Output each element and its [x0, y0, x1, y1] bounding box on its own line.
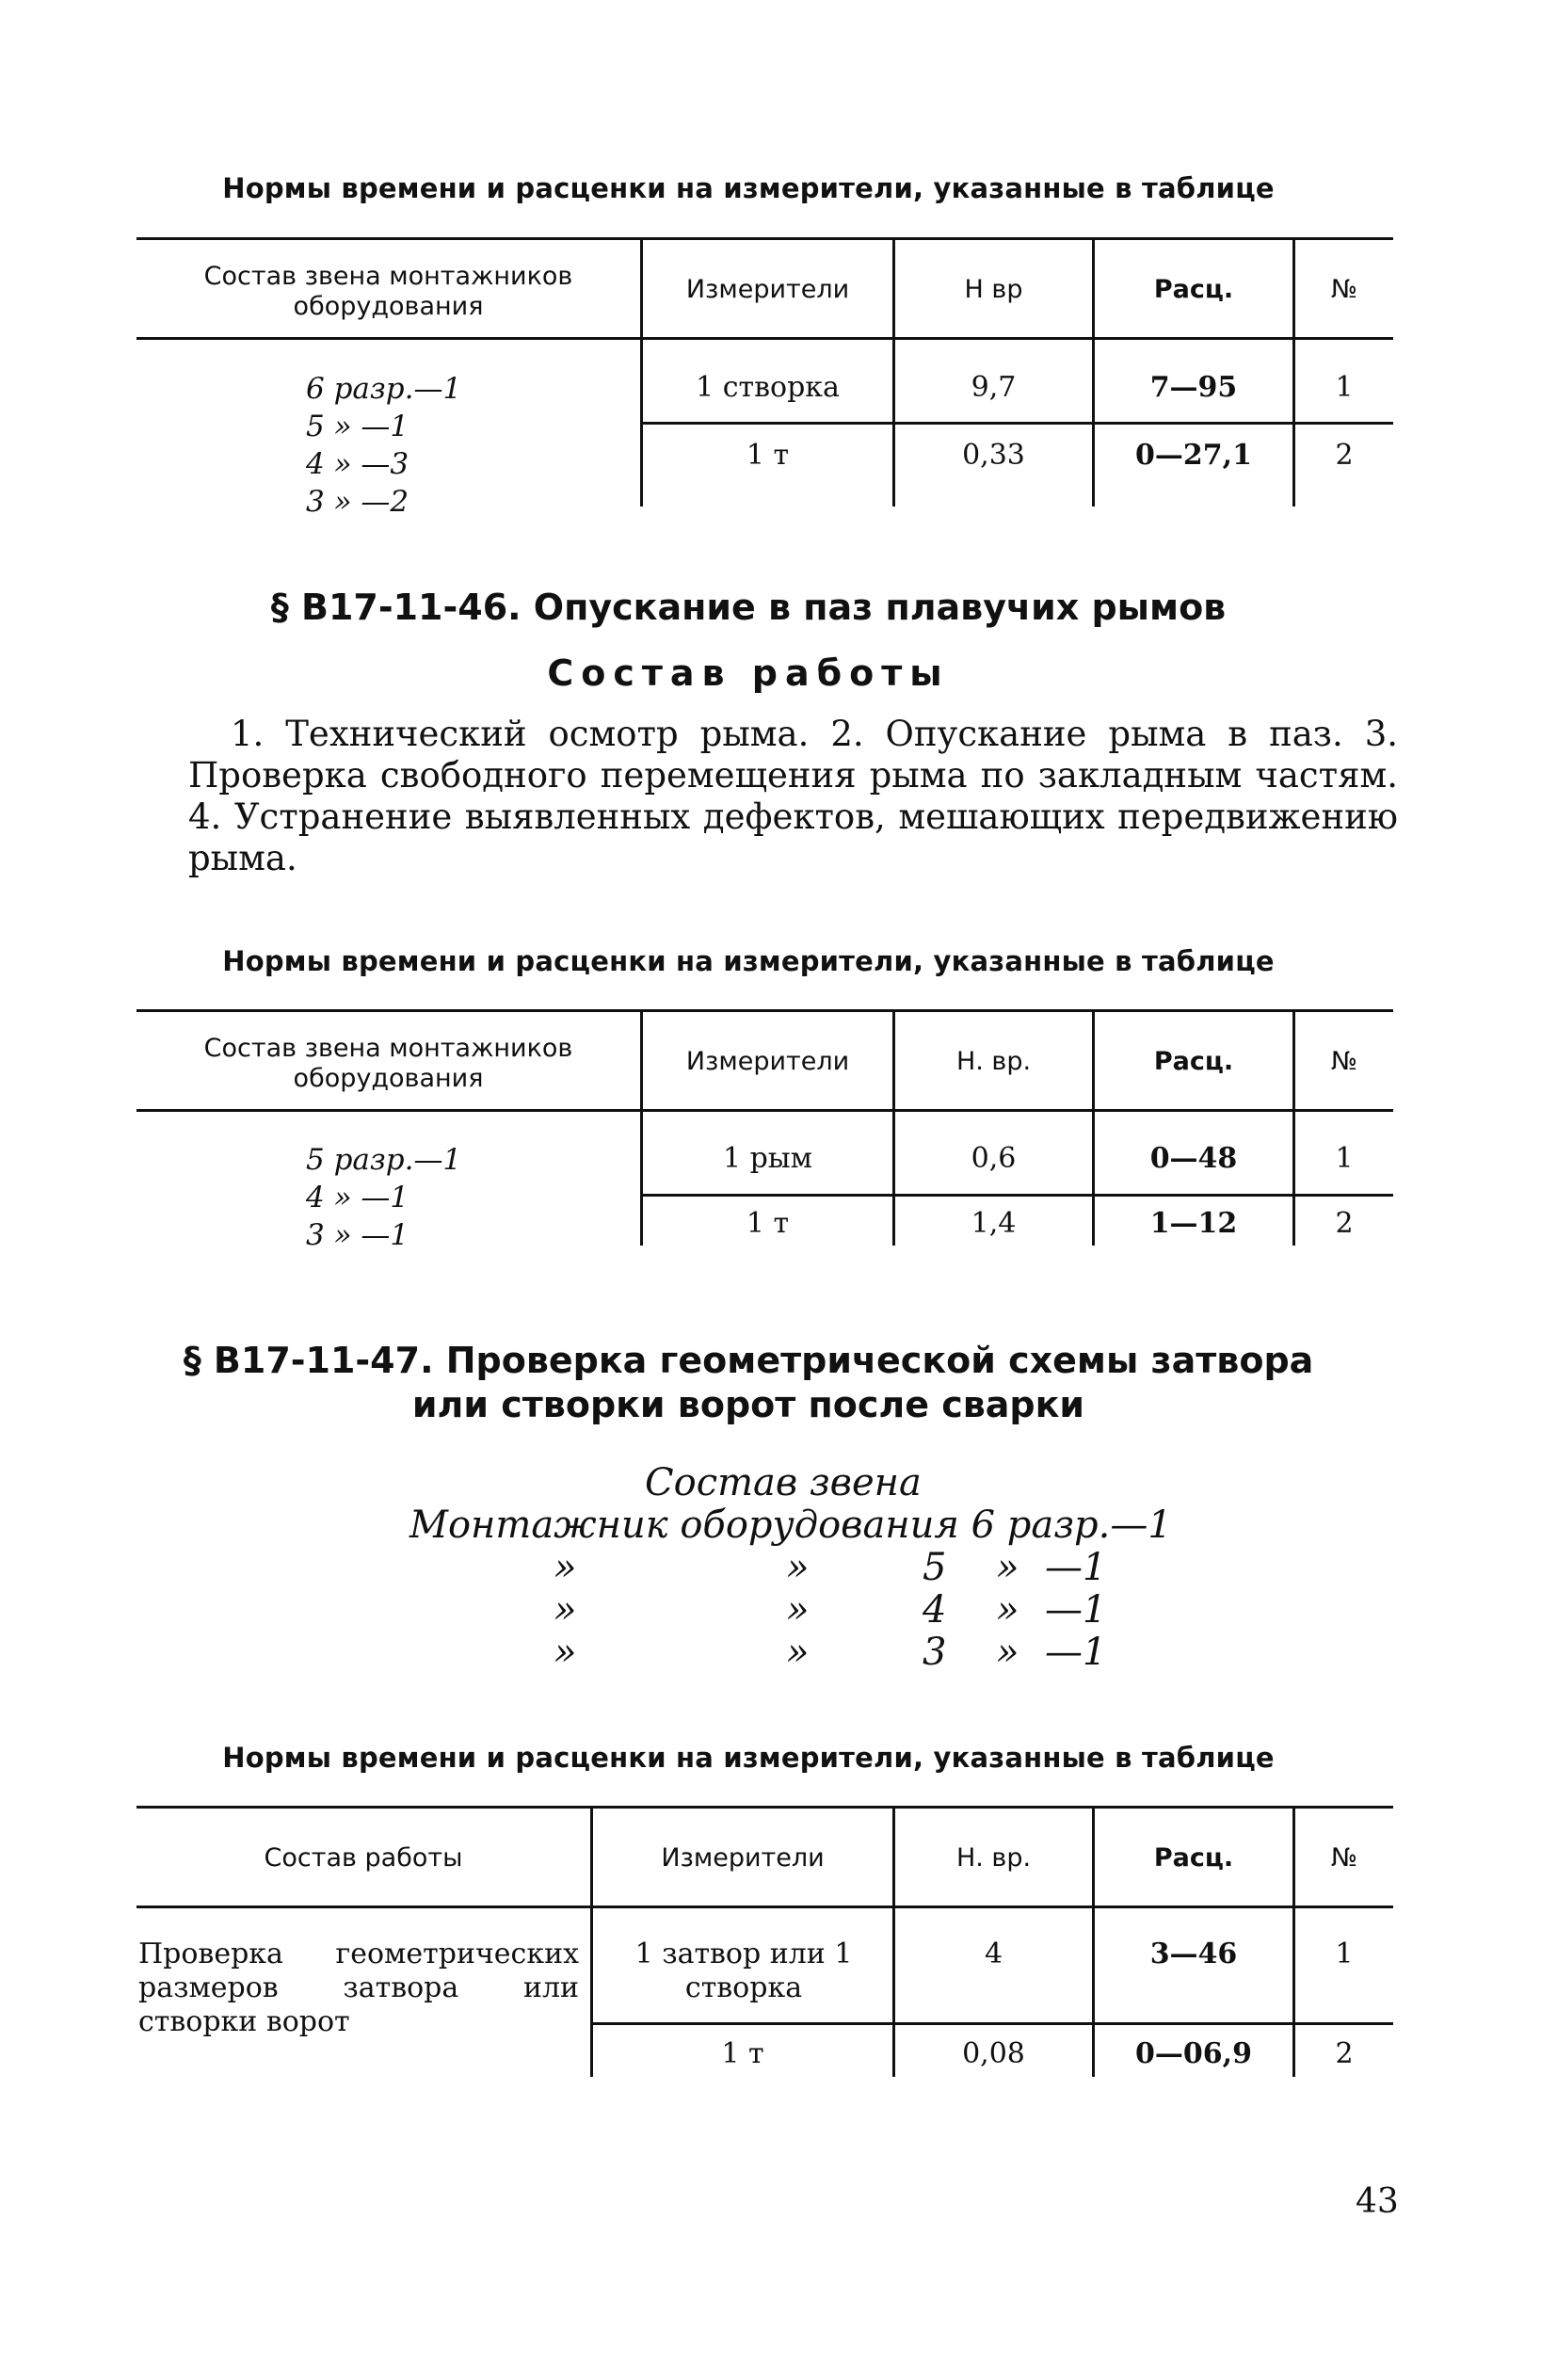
table2-caption: Нормы времени и расценки на измерители, указанные в таблице — [222, 945, 1275, 977]
header-crew: Состав звена монтажников оборудования — [203, 262, 573, 321]
section46-subtitle: Состав работы — [547, 652, 950, 694]
header-measure: Измерители — [685, 1047, 850, 1076]
crew-line: 5 разр.—1 — [306, 1143, 462, 1177]
crew-line: 6 разр.—1 — [306, 372, 462, 406]
ditto-mark: » — [554, 1588, 577, 1632]
crew-line: 3 » —1 — [306, 1218, 409, 1252]
price-cell: 3—46 — [1149, 1938, 1238, 1970]
crew-line: 5 » —1 — [306, 410, 409, 443]
ditto-mark: » — [786, 1588, 810, 1632]
measure-cell: 1 створка — [696, 371, 840, 404]
header-num: № — [1330, 1047, 1358, 1076]
header-num: № — [1330, 1843, 1358, 1873]
price-cell: 1—12 — [1149, 1207, 1238, 1240]
measure-cell: 1 т — [746, 1207, 790, 1240]
section47-title-line1: § В17-11-47. Проверка геометрической схемы затвора — [183, 1340, 1314, 1381]
norm-cell: 1,4 — [971, 1207, 1017, 1240]
header-num: № — [1330, 275, 1358, 304]
section46-text: 1. Технический осмотр рыма. 2. Опускание рыма в паз. 3. Проверка свободного перемещения рыма по закладным частям. 4. Устранение выявленных дефектов, мешающих передвижению рыма. — [188, 714, 1398, 878]
crew-grade: 3 — [923, 1631, 947, 1674]
num-cell: 1 — [1335, 1938, 1354, 1970]
crew-first: Монтажник оборудования 6 разр.—1 — [409, 1504, 1172, 1547]
norm-cell: 9,7 — [971, 371, 1017, 404]
num-cell: 1 — [1335, 1142, 1354, 1175]
ditto-mark: » — [554, 1631, 577, 1674]
num-cell: 2 — [1335, 2037, 1354, 2070]
crew-count: —1 — [1045, 1546, 1107, 1589]
norm-cell: 0,33 — [962, 439, 1025, 472]
section47-title-line2: или створки ворот после сварки — [411, 1384, 1085, 1425]
crew-line: 3 » —2 — [306, 485, 409, 519]
page-number: 43 — [1356, 2182, 1399, 2221]
header-norm: Н вр — [964, 275, 1023, 304]
ditto-mark: » — [786, 1546, 810, 1589]
num-cell: 2 — [1335, 439, 1354, 472]
ditto-mark: » — [996, 1546, 1019, 1589]
work-description: Проверка геометрических размеров затвора или створки ворот — [138, 1938, 579, 2038]
header-norm: Н. вр. — [955, 1843, 1032, 1873]
table1-caption: Нормы времени и расценки на измерители, указанные в таблице — [222, 172, 1275, 204]
measure-cell: 1 т — [746, 439, 790, 472]
price-cell: 0—06,9 — [1135, 2037, 1252, 2070]
ditto-mark: » — [996, 1588, 1019, 1632]
crew-grade: 4 — [923, 1588, 947, 1632]
crew-list — [306, 1141, 461, 1254]
header-crew: Состав звена монтажников оборудования — [203, 1034, 573, 1093]
crew-title: Состав звена — [645, 1461, 922, 1504]
price-cell: 0—27,1 — [1135, 439, 1252, 472]
norm-cell: 0,6 — [971, 1142, 1017, 1175]
price-cell: 0—48 — [1149, 1142, 1238, 1175]
crew-list — [306, 370, 461, 521]
num-cell: 2 — [1335, 1207, 1354, 1240]
crew-count: —1 — [1045, 1588, 1107, 1632]
header-measure: Измерители — [661, 1843, 825, 1873]
ditto-mark: » — [996, 1631, 1019, 1674]
crew-count: —1 — [1045, 1631, 1107, 1674]
num-cell: 1 — [1335, 371, 1354, 404]
crew-line: 4 » —3 — [306, 447, 409, 481]
measure-cell: 1 т — [721, 2037, 764, 2070]
norm-cell: 0,08 — [962, 2037, 1025, 2070]
measure-cell: 1 рым — [722, 1142, 813, 1175]
table3-caption: Нормы времени и расценки на измерители, указанные в таблице — [222, 1742, 1275, 1774]
ditto-mark: » — [554, 1546, 577, 1589]
section46-title: § В17-11-46. Опускание в паз плавучих рымов — [270, 587, 1227, 628]
header-price: Расц. — [1153, 1843, 1234, 1873]
measure-cell: 1 затвор или 1 створка — [634, 1938, 853, 2004]
norm-cell: 4 — [984, 1938, 1003, 1970]
header-work: Состав работы — [264, 1843, 463, 1873]
header-price: Расц. — [1153, 275, 1234, 304]
ditto-mark: » — [786, 1631, 810, 1674]
header-price: Расц. — [1153, 1047, 1234, 1076]
price-cell: 7—95 — [1149, 371, 1238, 404]
header-measure: Измерители — [685, 275, 850, 304]
header-norm: Н. вр. — [955, 1047, 1032, 1076]
crew-grade: 5 — [923, 1546, 947, 1589]
crew-line: 4 » —1 — [306, 1181, 409, 1214]
